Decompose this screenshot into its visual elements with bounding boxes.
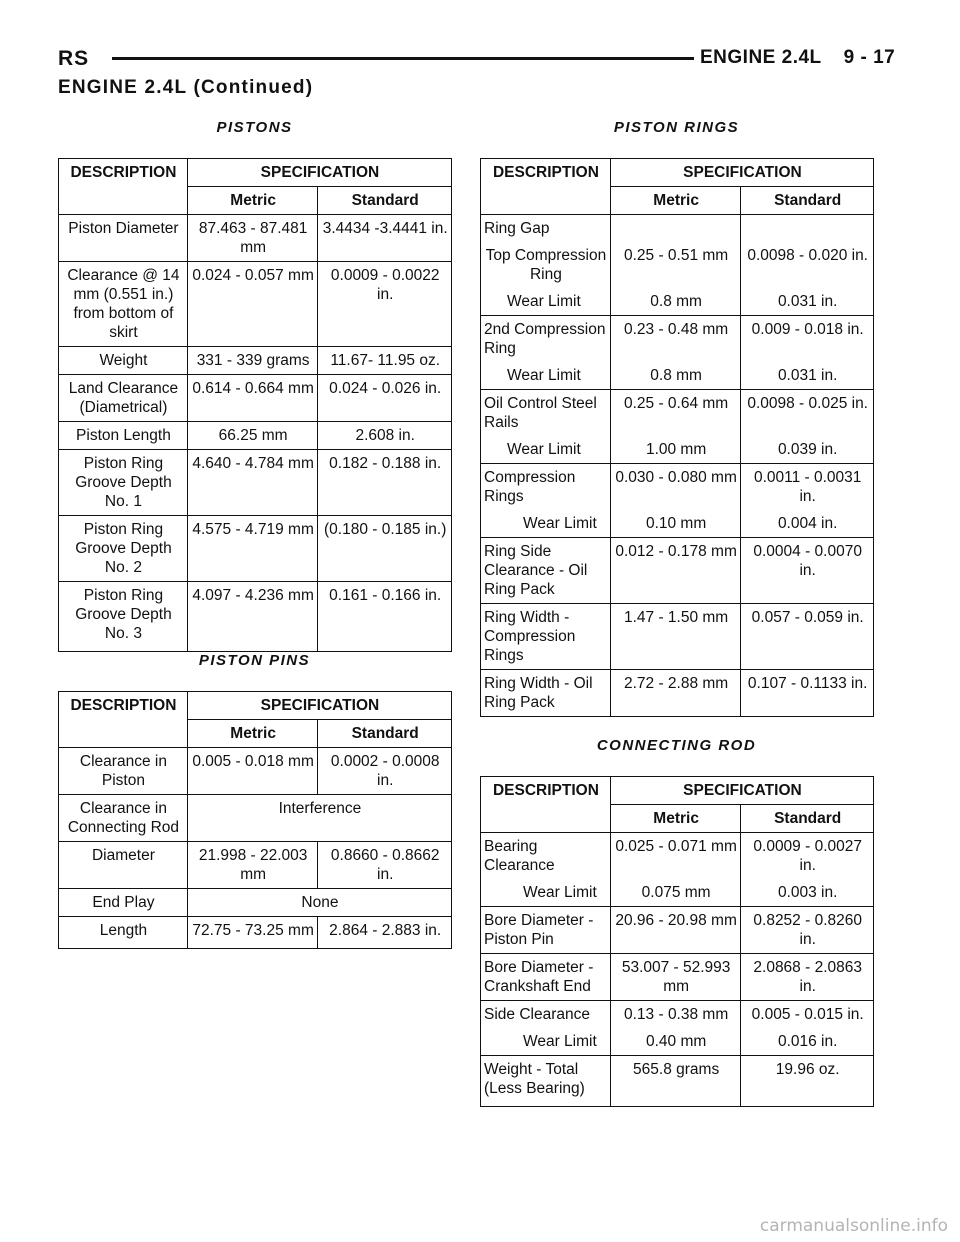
row-standard: 0.031 in. [741, 288, 874, 316]
table-row [59, 375, 452, 422]
table-row [481, 242, 874, 288]
row-description: Bore Diameter - Crankshaft End [481, 954, 611, 1001]
table-row [481, 604, 874, 670]
row-description: Wear Limit [481, 879, 611, 907]
row-standard: 0.107 - 0.1133 in. [741, 670, 874, 717]
table-header-row [59, 159, 452, 187]
row-spec-span: Interference [187, 795, 451, 842]
row-description: Piston Ring Groove Depth No. 1 [59, 450, 188, 516]
watermark: carmanualsonline.info [759, 1216, 948, 1236]
col-header-metric: Metric [187, 187, 318, 215]
row-description: Top Compression Ring [481, 242, 611, 288]
row-metric: 0.005 - 0.018 mm [187, 748, 318, 795]
row-standard: 0.161 - 0.166 in. [318, 582, 452, 652]
row-description: Piston Ring Groove Depth No. 2 [59, 516, 188, 582]
table-row [481, 288, 874, 316]
col-header-specification: SPECIFICATION [187, 159, 451, 187]
row-description: Piston Length [59, 422, 188, 450]
col-header-standard: Standard [318, 187, 452, 215]
row-metric: 4.640 - 4.784 mm [187, 450, 318, 516]
col-header-description: DESCRIPTION [481, 777, 611, 805]
connecting-rod-table [480, 776, 874, 1107]
row-metric: 331 - 339 grams [187, 347, 318, 375]
table-row [481, 879, 874, 907]
connecting-rod-title: CONNECTING ROD [596, 737, 757, 754]
col-header-specification: SPECIFICATION [187, 692, 451, 720]
row-description: Clearance @ 14 mm (0.551 in.) from bottom of skirt [59, 262, 188, 347]
row-description: Weight [59, 347, 188, 375]
row-standard [741, 215, 874, 243]
row-standard: (0.180 - 0.185 in.) [318, 516, 452, 582]
row-metric: 0.075 mm [610, 879, 741, 907]
table-row [59, 842, 452, 889]
row-standard: 3.4434 -3.4441 in. [318, 215, 452, 262]
row-standard: 0.0009 - 0.0027 in. [741, 833, 874, 880]
col-header-blank [59, 187, 188, 215]
table-subheader-row [481, 805, 874, 833]
table-row [481, 670, 874, 717]
row-standard: 0.0009 - 0.0022 in. [318, 262, 452, 347]
row-standard: 0.003 in. [741, 879, 874, 907]
col-header-specification: SPECIFICATION [610, 159, 873, 187]
col-header-description: DESCRIPTION [59, 159, 188, 187]
row-standard: 0.057 - 0.059 in. [741, 604, 874, 670]
col-header-standard: Standard [741, 805, 874, 833]
table-row [481, 954, 874, 1001]
table-row [59, 215, 452, 262]
row-standard: 0.031 in. [741, 362, 874, 390]
table-row [481, 316, 874, 363]
piston-rings-table [480, 158, 874, 717]
row-description: Wear Limit [481, 510, 611, 538]
row-metric: 0.8 mm [610, 362, 740, 390]
row-description: 2nd Compression Ring [481, 316, 611, 363]
row-standard: 0.0004 - 0.0070 in. [741, 538, 874, 604]
row-description: Wear Limit [481, 436, 611, 464]
table-row [59, 262, 452, 347]
table-header-row [59, 692, 452, 720]
table-row [481, 215, 874, 243]
row-description: Ring Gap [481, 215, 611, 243]
row-metric: 0.13 - 0.38 mm [610, 1001, 741, 1029]
piston-pins-table [58, 691, 452, 949]
row-metric: 2.72 - 2.88 mm [610, 670, 740, 717]
row-standard: 0.005 - 0.015 in. [741, 1001, 874, 1029]
table-row [481, 464, 874, 511]
row-metric: 0.23 - 0.48 mm [610, 316, 740, 363]
table-row [59, 917, 452, 949]
col-header-standard: Standard [741, 187, 874, 215]
row-metric: 53.007 - 52.993 mm [610, 954, 741, 1001]
row-metric: 4.097 - 4.236 mm [187, 582, 318, 652]
row-description: Piston Ring Groove Depth No. 3 [59, 582, 188, 652]
row-standard: 0.8252 - 0.8260 in. [741, 907, 874, 954]
col-header-blank [59, 720, 188, 748]
header-section-code: RS [58, 47, 90, 70]
col-header-description: DESCRIPTION [59, 692, 188, 720]
row-standard: 0.0011 - 0.0031 in. [741, 464, 874, 511]
row-standard: 11.67- 11.95 oz. [318, 347, 452, 375]
row-description: Clearance in Piston [59, 748, 188, 795]
table-row [59, 422, 452, 450]
table-row [481, 833, 874, 880]
table-row [59, 582, 452, 652]
row-metric: 1.47 - 1.50 mm [610, 604, 740, 670]
row-metric: 0.8 mm [610, 288, 740, 316]
row-standard: 2.864 - 2.883 in. [318, 917, 452, 949]
row-description: Bore Diameter - Piston Pin [481, 907, 611, 954]
row-description: Side Clearance [481, 1001, 611, 1029]
col-header-standard: Standard [318, 720, 452, 748]
col-header-metric: Metric [610, 805, 741, 833]
page-number: 9 - 17 [843, 47, 896, 68]
row-description: Clearance in Connecting Rod [59, 795, 188, 842]
row-standard: 0.004 in. [741, 510, 874, 538]
col-header-blank [481, 805, 611, 833]
table-header-row [481, 159, 874, 187]
table-row [481, 1001, 874, 1029]
table-subheader-row [59, 720, 452, 748]
row-metric: 21.998 - 22.003 mm [187, 842, 318, 889]
row-description: Wear Limit [481, 362, 611, 390]
table-row [481, 1056, 874, 1107]
row-spec-span: None [187, 889, 451, 917]
row-metric: 0.10 mm [610, 510, 740, 538]
piston-pins-title: PISTON PINS [198, 652, 311, 669]
row-metric: 0.030 - 0.080 mm [610, 464, 740, 511]
table-row [481, 510, 874, 538]
row-metric: 0.025 - 0.071 mm [610, 833, 741, 880]
row-description: Oil Control Steel Rails [481, 390, 611, 437]
row-metric: 0.024 - 0.057 mm [187, 262, 318, 347]
table-row [481, 390, 874, 437]
row-metric: 4.575 - 4.719 mm [187, 516, 318, 582]
table-row [481, 436, 874, 464]
table-header-row [481, 777, 874, 805]
pistons-table [58, 158, 452, 652]
row-standard: 19.96 oz. [741, 1056, 874, 1107]
col-header-description: DESCRIPTION [481, 159, 611, 187]
row-standard: 0.039 in. [741, 436, 874, 464]
row-metric: 0.012 - 0.178 mm [610, 538, 740, 604]
header-chapter: ENGINE 2.4L [700, 47, 822, 68]
pistons-title: PISTONS [216, 119, 293, 136]
table-row [481, 907, 874, 954]
continued-heading: ENGINE 2.4L (Continued) [58, 77, 314, 98]
row-standard: 0.8660 - 0.8662 in. [318, 842, 452, 889]
row-description: Length [59, 917, 188, 949]
row-metric: 1.00 mm [610, 436, 740, 464]
table-row [481, 362, 874, 390]
row-metric: 0.25 - 0.64 mm [610, 390, 740, 437]
table-row [59, 347, 452, 375]
row-standard: 0.009 - 0.018 in. [741, 316, 874, 363]
row-standard: 0.182 - 0.188 in. [318, 450, 452, 516]
row-metric: 87.463 - 87.481 mm [187, 215, 318, 262]
col-header-blank [481, 187, 611, 215]
row-standard: 0.016 in. [741, 1028, 874, 1056]
row-description: Diameter [59, 842, 188, 889]
table-row [59, 516, 452, 582]
row-metric: 0.40 mm [610, 1028, 741, 1056]
row-metric: 72.75 - 73.25 mm [187, 917, 318, 949]
row-metric: 0.614 - 0.664 mm [187, 375, 318, 422]
row-description: Wear Limit [481, 1028, 611, 1056]
row-metric [610, 215, 740, 243]
piston-rings-title: PISTON RINGS [613, 119, 740, 136]
table-row [59, 748, 452, 795]
row-description: End Play [59, 889, 188, 917]
row-standard: 0.0098 - 0.020 in. [741, 242, 874, 288]
table-row [59, 889, 452, 917]
row-metric: 20.96 - 20.98 mm [610, 907, 741, 954]
row-metric: 565.8 grams [610, 1056, 741, 1107]
row-description: Bearing Clearance [481, 833, 611, 880]
row-description: Compression Rings [481, 464, 611, 511]
row-description: Ring Width - Compression Rings [481, 604, 611, 670]
row-description: Piston Diameter [59, 215, 188, 262]
row-standard: 0.024 - 0.026 in. [318, 375, 452, 422]
header-rule [112, 57, 694, 60]
col-header-metric: Metric [187, 720, 318, 748]
row-description: Weight - Total (Less Bearing) [481, 1056, 611, 1107]
table-row [59, 450, 452, 516]
row-description: Wear Limit [481, 288, 611, 316]
row-description: Ring Side Clearance - Oil Ring Pack [481, 538, 611, 604]
row-description: Ring Width - Oil Ring Pack [481, 670, 611, 717]
row-standard: 2.0868 - 2.0863 in. [741, 954, 874, 1001]
table-row [481, 1028, 874, 1056]
row-standard: 0.0002 - 0.0008 in. [318, 748, 452, 795]
col-header-metric: Metric [610, 187, 740, 215]
row-metric: 0.25 - 0.51 mm [610, 242, 740, 288]
table-row [59, 795, 452, 842]
row-metric: 66.25 mm [187, 422, 318, 450]
row-standard: 0.0098 - 0.025 in. [741, 390, 874, 437]
table-subheader-row [59, 187, 452, 215]
header-title [700, 47, 895, 69]
row-description: Land Clearance (Diametrical) [59, 375, 188, 422]
table-row [481, 538, 874, 604]
table-subheader-row [481, 187, 874, 215]
row-standard: 2.608 in. [318, 422, 452, 450]
col-header-specification: SPECIFICATION [610, 777, 873, 805]
